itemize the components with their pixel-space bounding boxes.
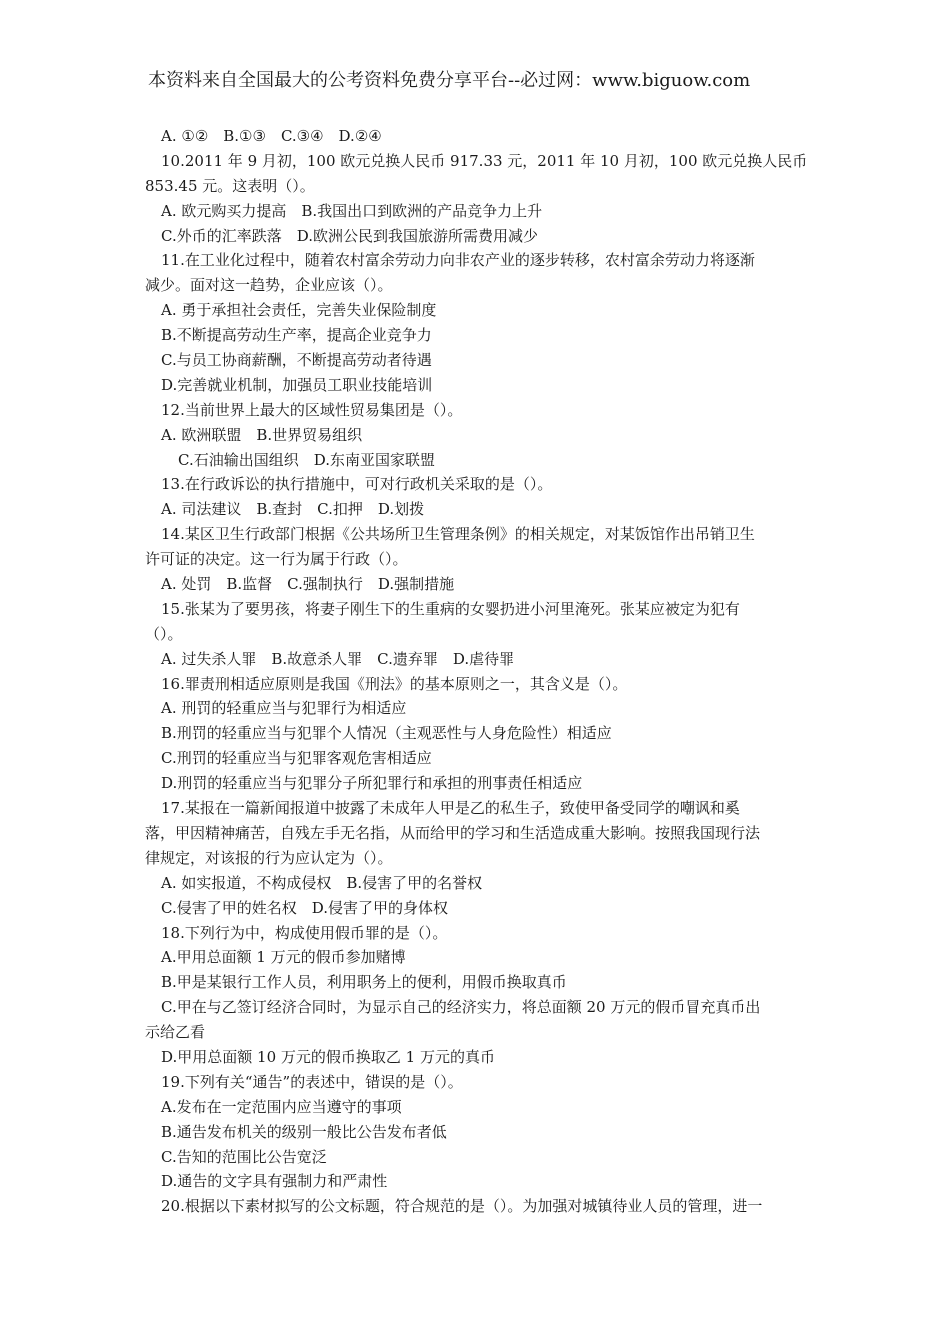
text-line: 落，甲因精神痛苦，自残左手无名指，从而给甲的学习和生活造成重大影响。按照我国现行法 bbox=[145, 823, 761, 842]
text-line: B.刑罚的轻重应当与犯罪个人情况（主观恶性与人身危险性）相适应 bbox=[161, 724, 612, 743]
text-line: D.完善就业机制，加强员工职业技能培训 bbox=[161, 375, 433, 394]
text-line: C.刑罚的轻重应当与犯罪客观危害相适应 bbox=[161, 749, 432, 768]
text-line: 17.某报在一篇新闻报道中披露了未成年人甲是乙的私生子，致使甲备受同学的嘲讽和奚 bbox=[161, 799, 740, 818]
text-line: A. 欧元购买力提高 B.我国出口到欧洲的产品竞争力上升 bbox=[161, 201, 543, 220]
text-line: C.石油输出国组织 D.东南亚国家联盟 bbox=[178, 450, 435, 469]
text-line: 律规定，对该报的行为应认定为（）。 bbox=[145, 848, 393, 867]
text-line: C.外币的汇率跌落 D.欧洲公民到我国旅游所需费用减少 bbox=[161, 226, 538, 245]
text-line: 20.根据以下素材拟写的公文标题，符合规范的是（）。为加强对城镇待业人员的管理，进一 bbox=[161, 1197, 763, 1216]
text-line: A. 过失杀人罪 B.故意杀人罪 C.遗弃罪 D.虐待罪 bbox=[161, 649, 515, 668]
text-line: D.甲用总面额 10 万元的假币换取乙 1 万元的真币 bbox=[161, 1047, 495, 1066]
text-line: D.通告的文字具有强制力和严肃性 bbox=[161, 1172, 388, 1191]
text-line: B.不断提高劳动生产率，提高企业竞争力 bbox=[161, 326, 432, 345]
page-header: 本资料来自全国最大的公考资料免费分享平台--必过网：www.biguow.com bbox=[148, 70, 751, 91]
text-line: 19.下列有关“通告”的表述中，错误的是（）。 bbox=[161, 1072, 463, 1091]
text-line: 853.45 元。这表明（）。 bbox=[145, 176, 315, 195]
text-line: A. 司法建议 B.查封 C.扣押 D.划拨 bbox=[161, 500, 425, 519]
text-line: （）。 bbox=[145, 624, 183, 643]
text-line: A. 勇于承担社会责任，完善失业保险制度 bbox=[161, 301, 437, 320]
text-line: C.甲在与乙签订经济合同时，为显示自己的经济实力，将总面额 20 万元的假币冒充真币出 bbox=[161, 998, 761, 1017]
text-line: D.刑罚的轻重应当与犯罪分子所犯罪行和承担的刑事责任相适应 bbox=[161, 774, 583, 793]
text-line: A.发布在一定范围内应当遵守的事项 bbox=[161, 1097, 402, 1116]
text-line: 减少。面对这一趋势，企业应该（）。 bbox=[145, 276, 393, 295]
text-line: A. 如实报道，不构成侵权 B.侵害了甲的名誉权 bbox=[161, 873, 483, 892]
text-line: A. 欧洲联盟 B.世界贸易组织 bbox=[161, 425, 363, 444]
text-line: 10.2011 年 9 月初，100 欧元兑换人民币 917.33 元，2011 年 10 月初，100 欧元兑换人民币 bbox=[161, 151, 808, 170]
text-line: 15.张某为了要男孩，将妻子刚生下的生重病的女婴扔进小河里淹死。张某应被定为犯有 bbox=[161, 599, 740, 618]
document-body bbox=[145, 124, 813, 1219]
text-line: 示给乙看 bbox=[145, 1023, 206, 1042]
text-line: C.与员工协商薪酬，不断提高劳动者待遇 bbox=[161, 351, 432, 370]
text-line: C.告知的范围比公告宽泛 bbox=[161, 1147, 327, 1166]
text-line: A.甲用总面额 1 万元的假币参加赌博 bbox=[161, 948, 406, 967]
text-line: A. 刑罚的轻重应当与犯罪行为相适应 bbox=[161, 699, 407, 718]
text-line: B.通告发布机关的级别一般比公告发布者低 bbox=[161, 1122, 447, 1141]
text-line: 13.在行政诉讼的执行措施中，可对行政机关采取的是（）。 bbox=[161, 475, 553, 494]
text-line: 14.某区卫生行政部门根据《公共场所卫生管理条例》的相关规定，对某饭馆作出吊销卫生 bbox=[161, 525, 755, 544]
text-line: C.侵害了甲的姓名权 D.侵害了甲的身体权 bbox=[161, 898, 448, 917]
text-line: 11.在工业化过程中，随着农村富余劳动力向非农产业的逐步转移，农村富余劳动力将逐渐 bbox=[161, 251, 755, 270]
text-line: A. 处罚 B.监督 C.强制执行 D.强制措施 bbox=[161, 575, 455, 594]
text-line: A. ①② B.①③ C.③④ D.②④ bbox=[161, 127, 382, 145]
text-line: 许可证的决定。这一行为属于行政（）。 bbox=[145, 550, 408, 569]
text-line: B.甲是某银行工作人员，利用职务上的便利，用假币换取真币 bbox=[161, 973, 567, 992]
text-line: 12.当前世界上最大的区域性贸易集团是（）。 bbox=[161, 400, 463, 419]
text-line: 16.罪责刑相适应原则是我国《刑法》的基本原则之一，其含义是（）。 bbox=[161, 674, 628, 693]
text-line: 18.下列行为中，构成使用假币罪的是（）。 bbox=[161, 923, 448, 942]
